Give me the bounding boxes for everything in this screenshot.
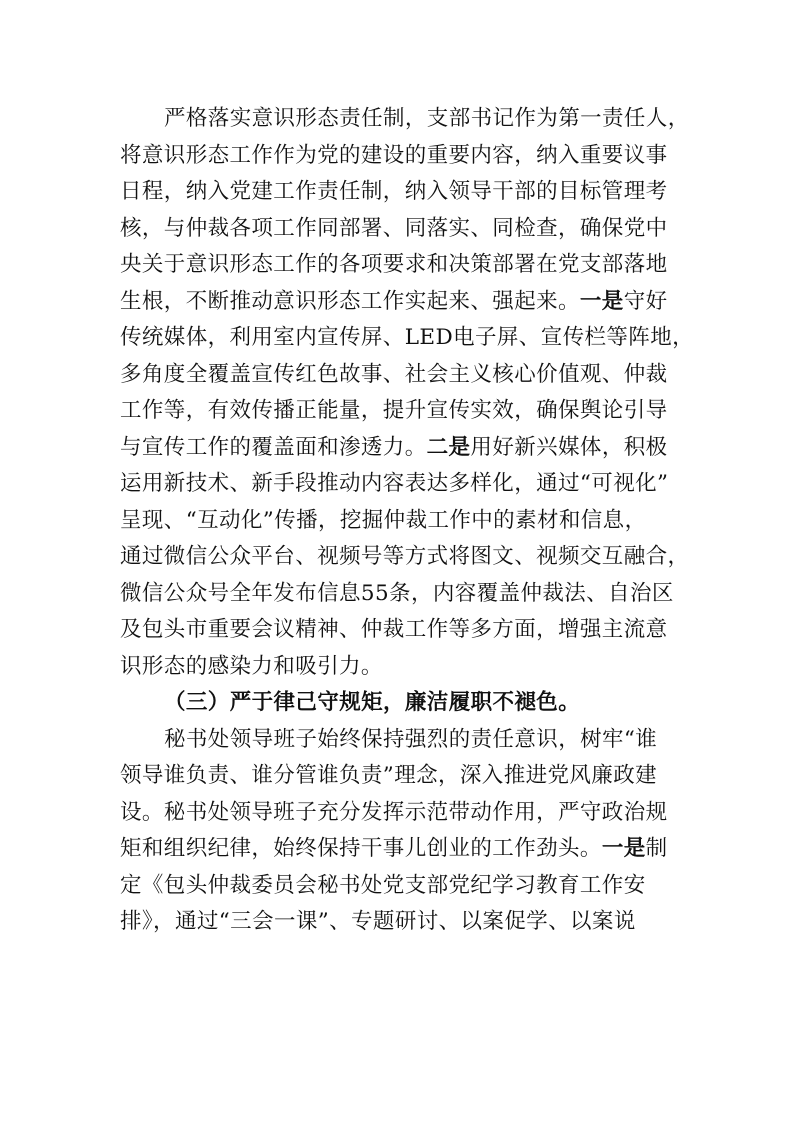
text-line: 工作等，有效传播正能量，提升宣传实效，确保舆论引导 — [120, 398, 668, 423]
text-line: 定《包头仲裁委员会秘书处党支部党纪学习教育工作安 — [120, 872, 646, 898]
text-line: 核，与仲裁各项工作同部署、同落实、同检查，确保党中 — [120, 215, 668, 241]
text-line: 设。秘书处领导班子充分发挥示范带动作用，严守政治规 — [120, 799, 668, 825]
text-line: 运用新技术、新手段推动内容表达多样化，通过“可视化” — [120, 471, 669, 496]
text-line: 呈现、“互动化”传播，挖掘仲裁工作中的素材和信息， — [120, 507, 647, 533]
text-line: 及包头市重要会议精神、仲裁工作等多方面，增强主流意 — [120, 617, 668, 642]
text-line: 多角度全覆盖宣传红色故事、社会主义核心价值观、仲裁 — [120, 361, 668, 387]
text-segment: 与宣传工作的覆盖面和渗透力。 — [120, 434, 427, 460]
text-line: 日程，纳入党建工作责任制，纳入领导干部的目标管理考 — [120, 179, 668, 204]
text-line: 秘书处领导班子始终保持强烈的责任意识，树牢“谁 — [164, 726, 658, 752]
text-line: 微信公众号全年发布信息55条，内容覆盖仲裁法、自治区 — [120, 580, 674, 606]
text-segment: 制 — [645, 836, 668, 861]
text-segment: 守好 — [623, 288, 668, 314]
bold-marker-one: 一是 — [579, 288, 624, 314]
text-segment: 生根，不断推动意识形态工作实起来、强起来。 — [120, 288, 580, 314]
text-line: 排》，通过“三会一课”、专题研讨、以案促学、以案说 — [120, 909, 636, 934]
bold-marker-one: 一是 — [601, 836, 646, 861]
text-line — [120, 831, 680, 868]
text-line: 通过微信公众平台、视频号等方式将图文、视频交互融合， — [120, 544, 690, 569]
bold-marker-two: 二是 — [426, 434, 471, 460]
document-body — [120, 101, 695, 941]
text-line — [120, 284, 680, 321]
text-line: 严格落实意识形态责任制，支部书记作为第一责任人， — [164, 106, 690, 131]
text-line — [120, 430, 680, 467]
text-line: 央关于意识形态工作的各项要求和决策部署在党支部落地 — [120, 252, 668, 277]
text-line: 传统媒体，利用室内宣传屏、LED电子屏、宣传栏等阵地， — [120, 325, 695, 350]
text-line: 识形态的感染力和吸引力。 — [120, 653, 383, 679]
text-line: 领导谁负责、谁分管谁负责”理念，深入推进党风廉政建 — [120, 763, 657, 788]
text-segment: 矩和组织纪律，始终保持干事儿创业的工作劲头。 — [120, 836, 602, 861]
text-line: 将意识形态工作作为党的建设的重要内容，纳入重要议事 — [120, 142, 668, 168]
text-segment: 用好新兴媒体，积极 — [470, 434, 668, 460]
section-heading: （三）严于律己守规矩，廉洁履职不褪色。 — [164, 690, 581, 715]
